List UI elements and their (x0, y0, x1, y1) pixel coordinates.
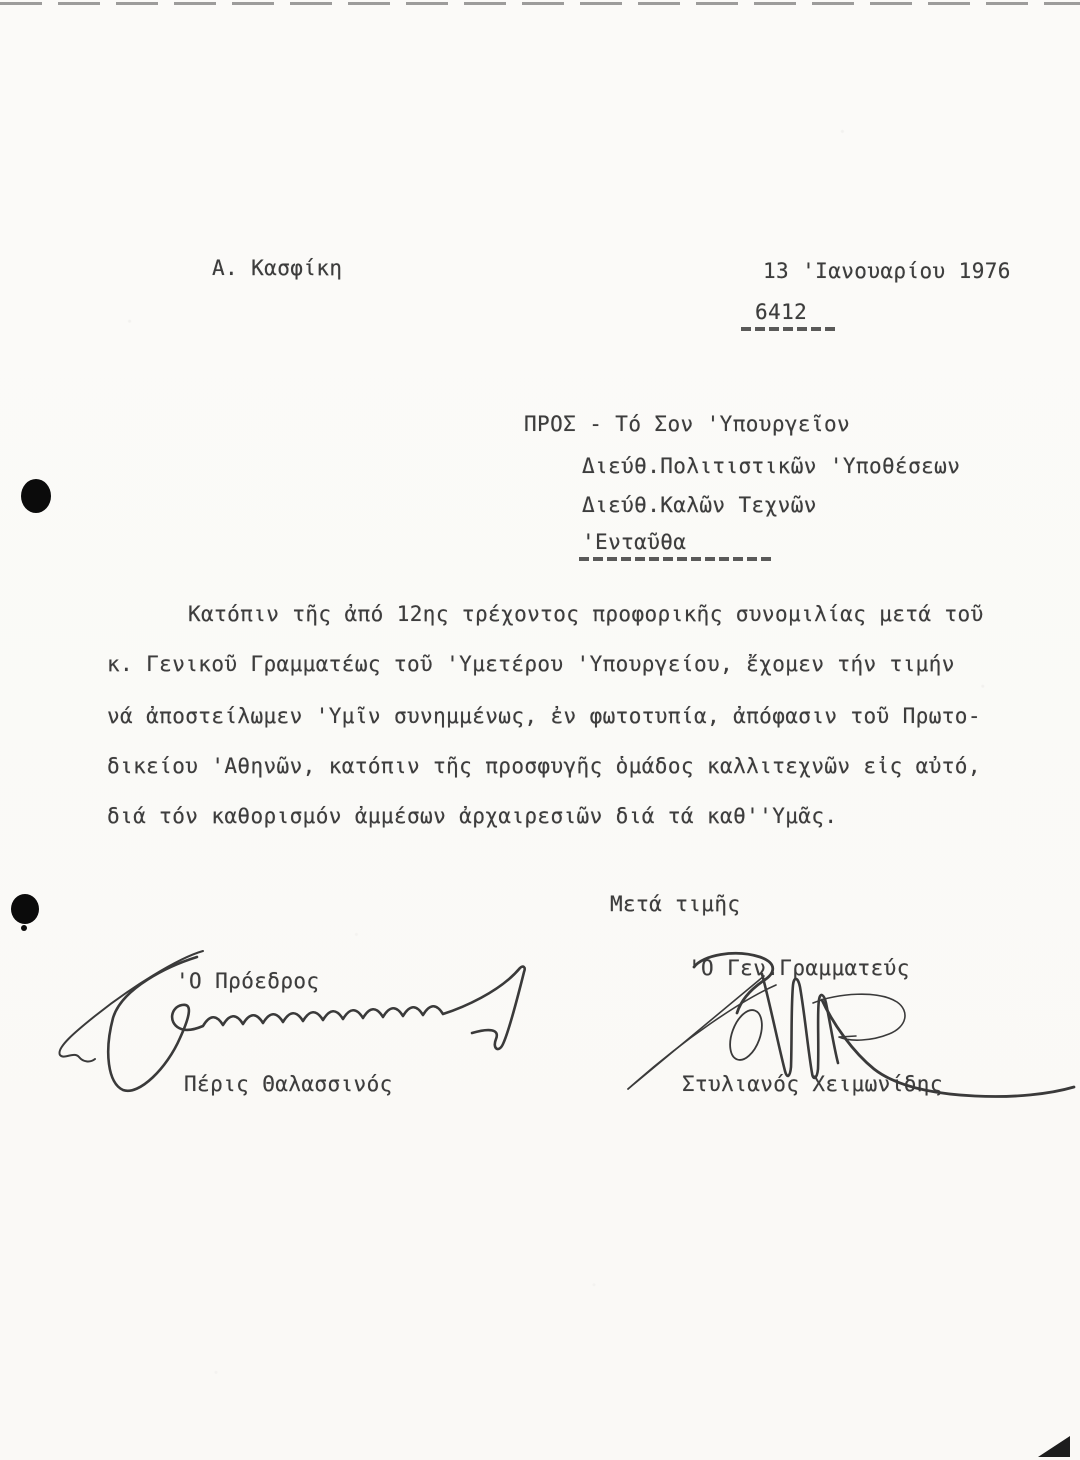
secretary-title: 'Ο Γεν.Γραμματεύς (688, 956, 910, 980)
hole-punch-top (21, 479, 51, 513)
president-signature (59, 951, 524, 1091)
body-line-5: διά τόν καθορισμόν ἀμμέσων ἀρχαιρεσιῶν διά τά καθ''Υμᾶς. (107, 804, 838, 828)
president-title: 'Ο Πρόεδρος (176, 969, 320, 993)
body-line-4: δικείου 'Αθηνῶν, κατόπιν τῆς προσφυγῆς ὁμάδος καλλιτεχνῶν εἰς αὐτό, (107, 754, 981, 778)
body-line-2: κ. Γενικοῦ Γραμματέως τοῦ 'Υμετέρου 'Υπουργείου, ἔχομεν τήν τιμήν (107, 652, 955, 676)
recipient-line-2: Διεύθ.Πολιτιστικῶν 'Υποθέσεων (582, 454, 961, 478)
closing-salutation: Μετά τιμῆς (610, 892, 741, 916)
recipient-line-1: ΠΡΟΣ - Τό Σον 'Υπουργεῖον (524, 412, 851, 436)
protocol-number: 6412 (755, 300, 808, 324)
recipient-line-4: 'Ενταῦθα (582, 530, 687, 554)
hole-punch-bottom (11, 894, 39, 931)
body-line-1: Κατόπιν τῆς ἀπό 12ης τρέχοντος προφορικῆς συνομιλίας μετά τοῦ (188, 602, 984, 626)
president-name: Πέρις Θαλασσινός (184, 1072, 393, 1096)
secretary-name: Στυλιανός Χειμωνίδης (682, 1072, 943, 1096)
letter-date: 13 'Ιανουαρίου 1976 (763, 259, 1011, 283)
secretary-signature (628, 953, 1074, 1096)
recipient-line-3: Διεύθ.Καλῶν Τεχνῶν (582, 493, 817, 517)
corner-fold-mark (1038, 1436, 1070, 1457)
body-line-3: νά ἀποστείλωμεν 'Υμῖν συνημμένως, ἐν φωτοτυπία, ἀπόφασιν τοῦ Πρωτο- (107, 704, 981, 728)
sender-name: Α. Κασφίκη (212, 256, 343, 280)
